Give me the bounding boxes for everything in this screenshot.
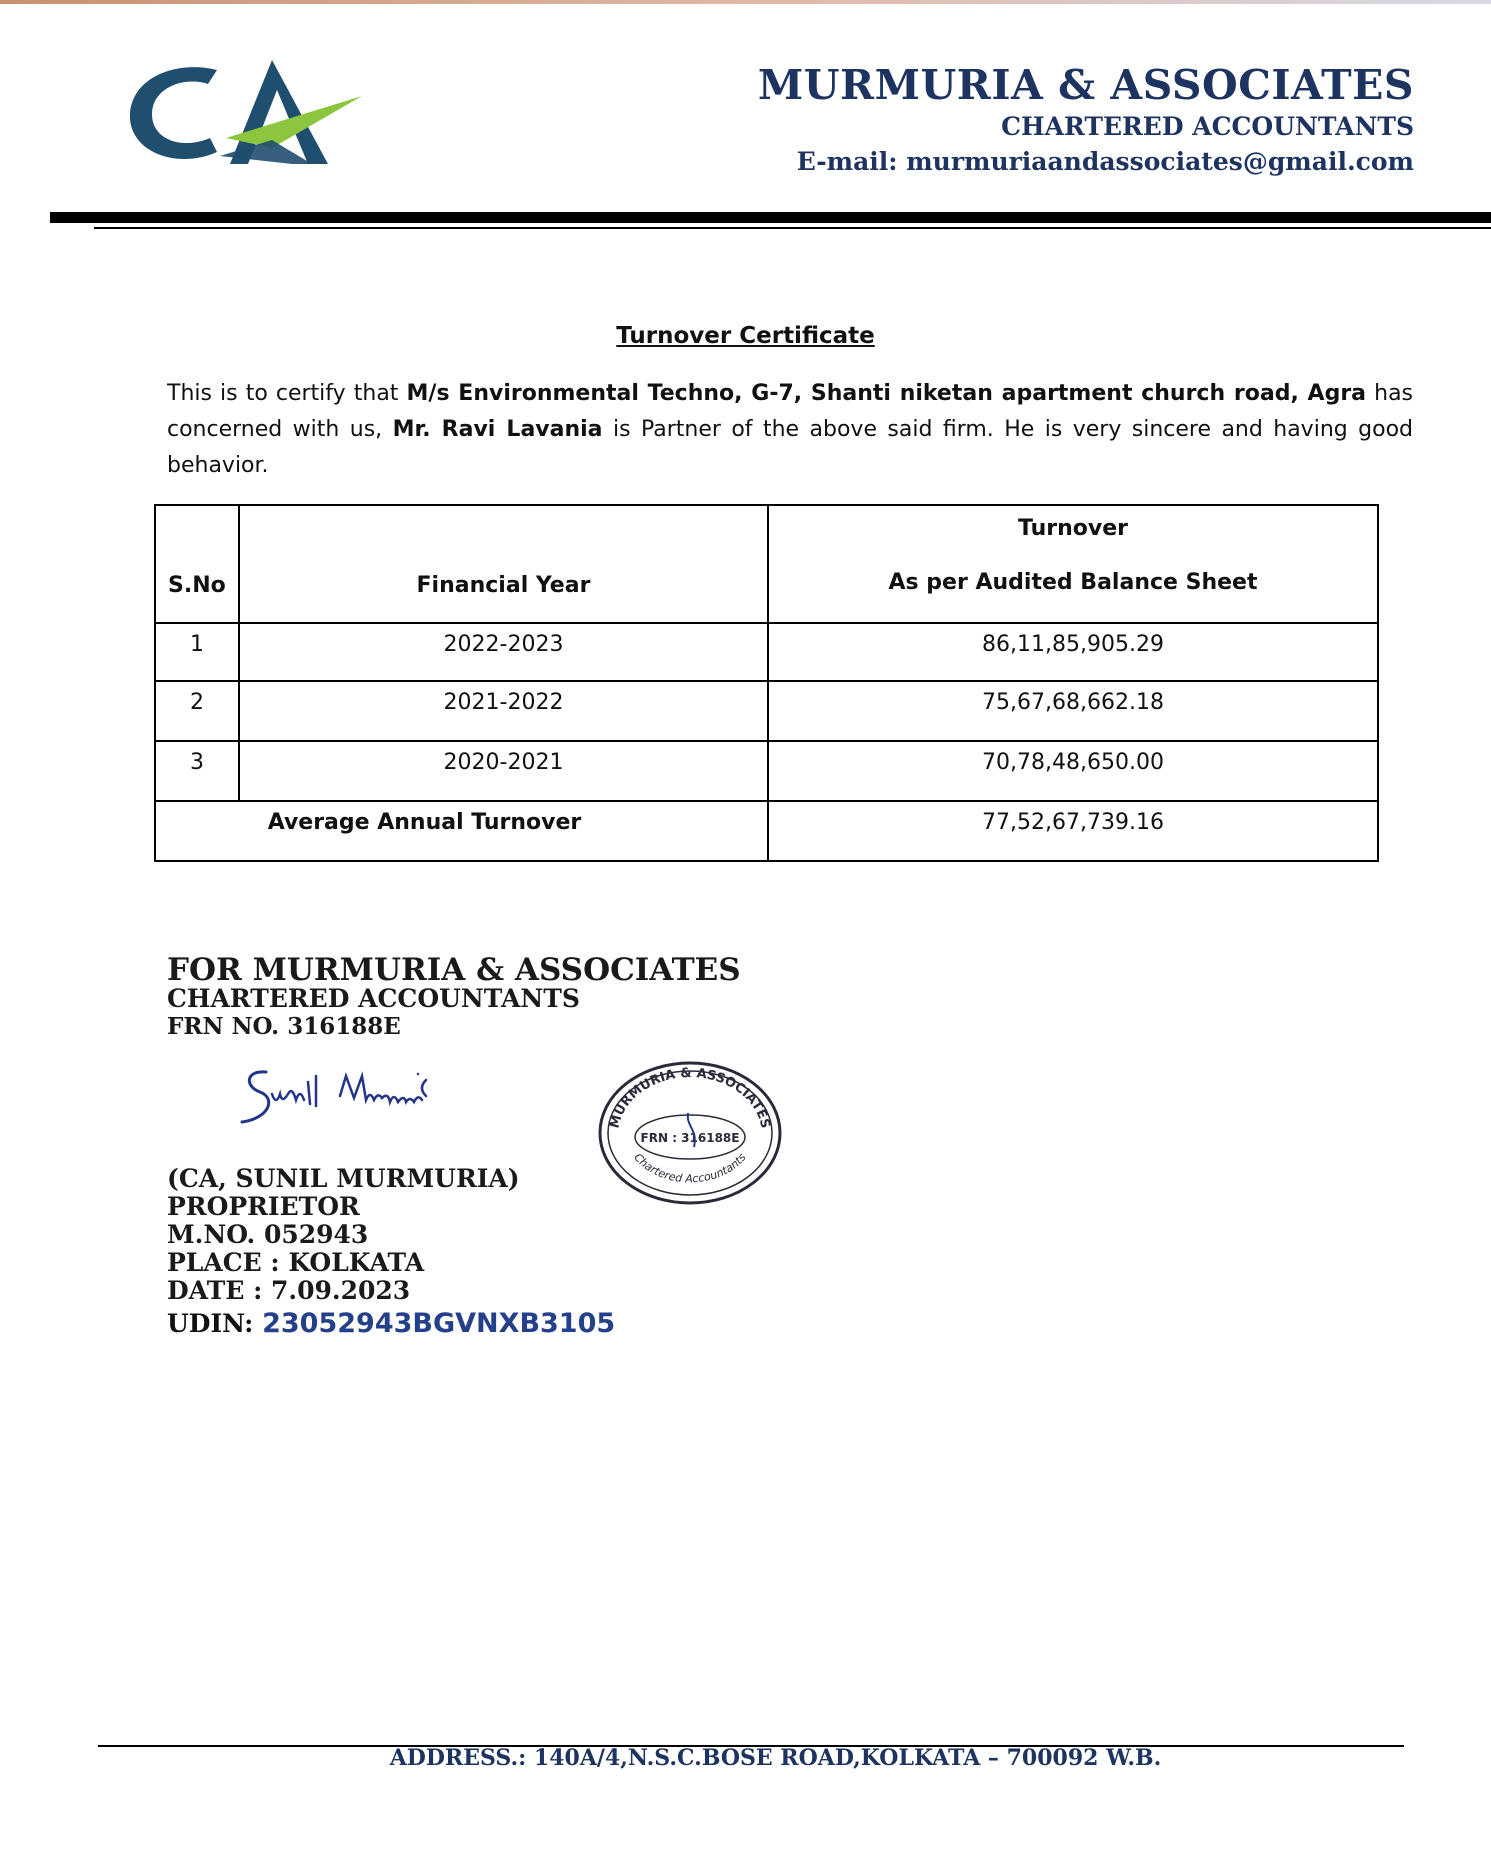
place: PLACE : KOLKATA	[167, 1248, 425, 1277]
signatory-role: PROPRIETOR	[167, 1192, 360, 1221]
body-intro: This is to certify that	[167, 381, 399, 406]
average-row	[155, 801, 1378, 861]
header-sno: S.No	[155, 505, 239, 623]
frn-number: FRN NO. 316188E	[167, 1013, 401, 1040]
date: DATE : 7.09.2023	[167, 1276, 411, 1305]
header-rule-thin	[94, 227, 1491, 229]
header-turnover	[768, 505, 1378, 623]
body-tail: is Partner of the above said firm. He is very sincere and having good behavior.	[167, 417, 1414, 478]
header-turnover-line1: Turnover	[1018, 516, 1128, 541]
seal-center-text: FRN : 316188E	[640, 1131, 740, 1145]
firm-name: MURMURIA & ASSOCIATES	[757, 61, 1414, 109]
udin-value: 23052943BGVNXB3105	[262, 1308, 616, 1339]
firm-email: E-mail: murmuriaandassociates@gmail.com	[796, 147, 1414, 176]
svg-text:MURMURIA & ASSOCIATES	[607, 1066, 772, 1130]
cell-sno: 3	[155, 741, 239, 801]
membership-number: M.NO. 052943	[167, 1220, 369, 1249]
udin	[167, 1308, 615, 1339]
cell-turnover: 86,11,85,905.29	[768, 623, 1378, 681]
seal-top-text: MURMURIA & ASSOCIATES	[607, 1065, 773, 1130]
cell-sno: 2	[155, 681, 239, 741]
handwritten-signature	[236, 1052, 516, 1128]
ca-logo	[122, 52, 372, 182]
table-header-row	[155, 505, 1378, 623]
body-firm: M/s Environmental Techno, G-7, Shanti niketan apartment church road, Agra	[406, 381, 1367, 406]
average-value: 77,52,67,739.16	[768, 801, 1378, 861]
udin-label: UDIN:	[167, 1309, 254, 1338]
cell-turnover: 70,78,48,650.00	[768, 741, 1378, 801]
cell-sno: 1	[155, 623, 239, 681]
seal-bottom-text: Chartered Accountants	[631, 1150, 749, 1186]
signatory-name: (CA, SUNIL MURMURIA)	[167, 1164, 520, 1193]
header-year: Financial Year	[239, 505, 768, 623]
letterhead	[758, 60, 1414, 180]
signatory-details	[167, 1165, 520, 1305]
table-row	[155, 741, 1378, 801]
body-mid: has concerned with us,	[167, 381, 1414, 442]
header-turnover-line2: As per Audited Balance Sheet	[888, 570, 1258, 595]
header-rule-thick	[50, 212, 1491, 223]
average-label: Average Annual Turnover	[155, 801, 768, 861]
cell-turnover: 75,67,68,662.18	[768, 681, 1378, 741]
certificate-title: Turnover Certificate	[616, 323, 875, 349]
for-firm: FOR MURMURIA & ASSOCIATES	[167, 952, 741, 988]
body-person: Mr. Ravi Lavania	[392, 417, 603, 442]
cell-year: 2020-2021	[239, 741, 768, 801]
firm-subtitle: CHARTERED ACCOUNTANTS	[1001, 112, 1414, 141]
top-accent-bar	[0, 0, 1491, 4]
footer-address: ADDRESS.: 140A/4,N.S.C.BOSE ROAD,KOLKATA – 700092 W.B.	[389, 1745, 1162, 1771]
svg-text:Chartered Accountants	[631, 1151, 748, 1186]
table-row	[155, 681, 1378, 741]
cell-year: 2021-2022	[239, 681, 768, 741]
cell-year: 2022-2023	[239, 623, 768, 681]
certificate-body	[167, 376, 1413, 484]
firm-seal	[590, 1055, 790, 1205]
turnover-table	[154, 504, 1379, 862]
table-row	[155, 623, 1378, 681]
signatory-firm-subtitle: CHARTERED ACCOUNTANTS	[167, 984, 580, 1013]
